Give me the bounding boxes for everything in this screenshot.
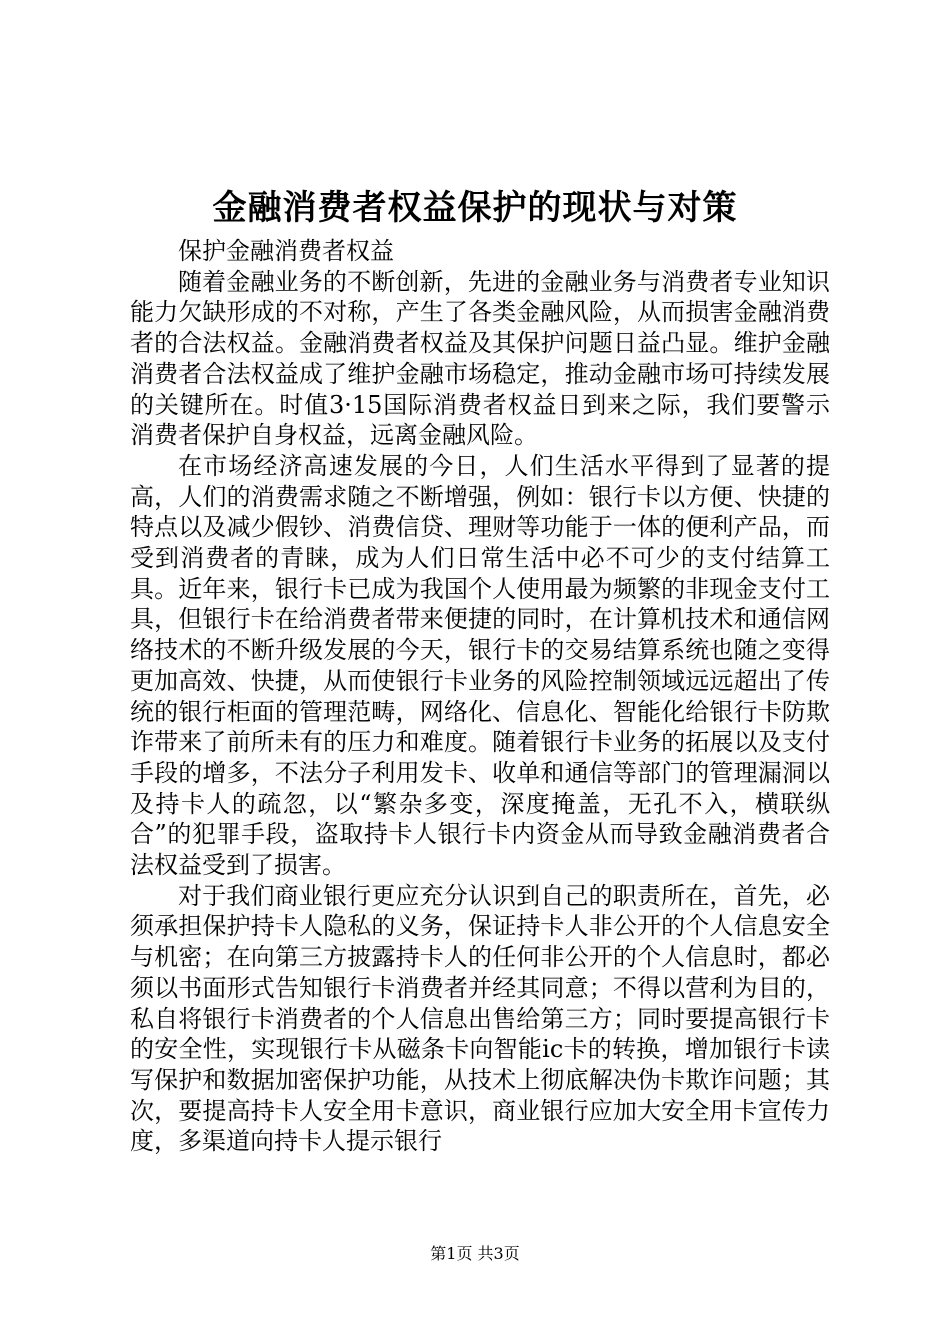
page-footer: 第1页 共3页 <box>430 1244 520 1263</box>
paragraph: 随着金融业务的不断创新，先进的金融业务与消费者专业知识能力欠缺形成的不对称，产生了各类金融风险，从而损害金融消费者的合法权益。金融消费者权益及其保护问题日益凸显。维护金融消费者合法权益成了维护金融市场稳定，推动金融市场可持续发展的关键所在。时值3·15国际消费者权益日到来之际，我们要警示消费者保护自身权益，远离金融风险。 <box>130 267 830 450</box>
document-title: 金融消费者权益保护的现状与对策 <box>212 188 738 228</box>
paragraph: 对于我们商业银行更应充分认识到自己的职责所在，首先，必须承担保护持卡人隐私的义务，保证持卡人非公开的个人信息安全与机密；在向第三方披露持卡人的任何非公开的个人信息时，都必须以书面形式告知银行卡消费者并经其同意；不得以营利为目的，私自将银行卡消费者的个人信息出售给第三方；同时要提高银行卡的安全性，实现银行卡从磁条卡向智能ic卡的转换，增加银行卡读写保护和数据加密保护功能，从技术上彻底解决伪卡欺诈问题；其次，要提高持卡人安全用卡意识，商业银行应加大安全用卡宣传力度，多渠道向持卡人提示银行 <box>130 881 830 1156</box>
document-body <box>130 236 830 1157</box>
subtitle: 保护金融消费者权益 <box>178 237 394 265</box>
paragraph: 在市场经济高速发展的今日，人们生活水平得到了显著的提高，人们的消费需求随之不断增强，例如：银行卡以方便、快捷的特点以及减少假钞、消费信贷、理财等功能于一体的便利产品，而受到消费者的青睐，成为人们日常生活中必不可少的支付结算工具。近年来，银行卡已成为我国个人使用最为频繁的非现金支付工具，但银行卡在给消费者带来便捷的同时，在计算机技术和通信网络技术的不断升级发展的今天，银行卡的交易结算系统也随之变得更加高效、快捷，从而使银行卡业务的风险控制领域远远超出了传统的银行柜面的管理范畴，网络化、信息化、智能化给银行卡防欺诈带来了前所未有的压力和难度。随着银行卡业务的拓展以及支付手段的增多，不法分子利用发卡、收单和通信等部门的管理漏洞以及持卡人的疏忽，以“繁杂多变，深度掩盖，无孔不入，横联纵合”的犯罪手段，盗取持卡人银行卡内资金从而导致金融消费者合法权益受到了损害。 <box>130 451 830 880</box>
